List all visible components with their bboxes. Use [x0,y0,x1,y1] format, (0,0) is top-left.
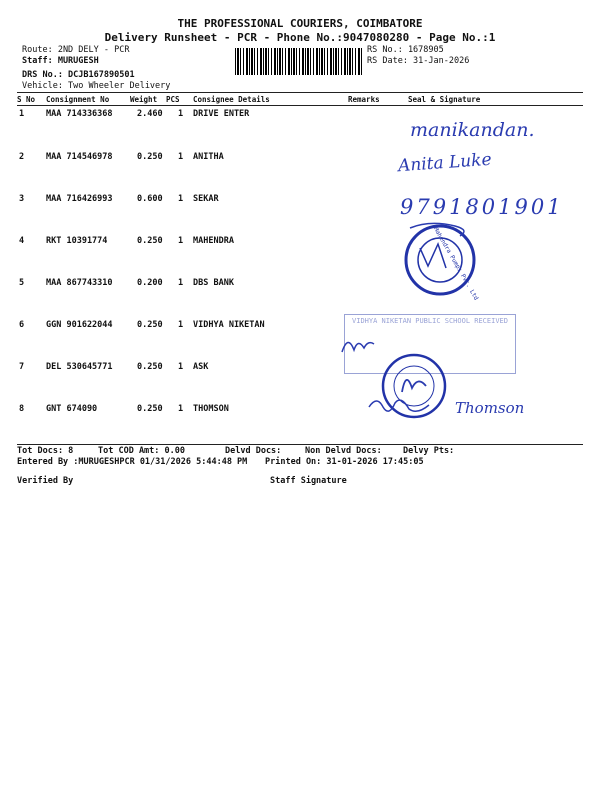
col-consignee: Consignee Details [193,95,270,104]
row-consignment: MAA 716426993 [46,194,113,204]
signature-row8: Thomson [455,399,525,417]
company-title: THE PROFESSIONAL COURIERS, COIMBATORE [177,17,423,30]
col-seal: Seal & Signature [408,95,481,104]
signature-row3: 9791801901 [400,195,564,219]
staff-signature: Staff Signature [270,476,347,486]
header-top-rule [17,92,583,93]
tot-docs: Tot Docs: 8 [17,446,74,456]
row-consignee: MAHENDRA [193,236,234,246]
row-sno: 4 [19,236,25,246]
entered-by: Entered By :MURUGESHPCR 01/31/2026 5:44:48 PM [17,457,248,467]
row-pcs: 1 [178,404,184,414]
rs-number: RS No.: 1678905 [367,45,444,55]
row-sno: 2 [19,152,25,162]
row-consignee: THOMSON [193,404,229,414]
verified-by: Verified By [17,476,74,486]
col-remarks: Remarks [348,95,380,104]
signature-scribble-row8 [365,393,435,419]
row-pcs: 1 [178,320,184,330]
staff-label: Staff: MURUGESH [22,56,99,66]
row-sno: 5 [19,278,25,288]
footer-rule [17,444,583,445]
row-weight: 0.250 [137,152,163,162]
row-consignment: DEL 530645771 [46,362,113,372]
row-weight: 0.250 [137,320,163,330]
row-weight: 0.600 [137,194,163,204]
col-pcs: PCS [166,95,180,104]
row-consignee: ANITHA [193,152,224,162]
school-stamp-row6: VIDHYA NIKETAN PUBLIC SCHOOL RECEIVED [344,314,516,374]
tot-cod: Tot COD Amt: 0.00 [98,446,185,456]
row-pcs: 1 [178,152,184,162]
route-label: Route: 2ND DELY - PCR [22,45,130,55]
row-consignment: MAA 867743310 [46,278,113,288]
drs-number: DRS No.: DCJB167890501 [22,70,135,80]
row-consignment: RKT 10391774 [46,236,108,246]
row-weight: 0.250 [137,236,163,246]
barcode [235,48,363,75]
row-sno: 6 [19,320,25,330]
row-weight: 0.250 [137,404,163,414]
row-consignee: VIDHYA NIKETAN [193,320,265,330]
row-consignee: DBS BANK [193,278,234,288]
runsheet-subtitle: Delivery Runsheet - PCR - Phone No.:9047080280 - Page No.:1 [104,31,496,44]
row-sno: 3 [19,194,25,204]
vehicle-label: Vehicle: Two Wheeler Delivery [22,81,171,91]
row-consignee: SEKAR [193,194,219,204]
stamp-row4-text: Mahendra Pumps Pvt. Ltd [431,226,480,302]
row-consignment: GGN 901622044 [46,320,113,330]
col-sno: S No [17,95,36,104]
row-pcs: 1 [178,236,184,246]
row-sno: 7 [19,362,25,372]
col-weight: Weight [130,95,158,104]
row-weight: 2.460 [137,109,163,119]
row-pcs: 1 [178,194,184,204]
row-pcs: 1 [178,362,184,372]
signature-row1: manikandan. [410,119,535,141]
row-pcs: 1 [178,278,184,288]
col-consignment: Consignment No [46,95,110,104]
non-delvd-docs: Non Delvd Docs: [305,446,382,456]
row-weight: 0.200 [137,278,163,288]
row-consignment: MAA 714546978 [46,152,113,162]
signature-row2: Anita Luke [397,149,493,177]
row-sno: 1 [19,109,25,119]
header-bottom-rule [17,105,583,106]
printed-on: Printed On: 31-01-2026 17:45:05 [265,457,424,467]
row-consignment: MAA 714336368 [46,109,113,119]
row-consignment: GNT 674090 [46,404,98,414]
delvd-docs: Delvd Docs: [225,446,282,456]
row-consignee: DRIVE ENTER [193,109,250,119]
delvy-pts: Delvy Pts: [403,446,455,456]
rs-date: RS Date: 31-Jan-2026 [367,56,470,66]
row-pcs: 1 [178,109,184,119]
row-weight: 0.250 [137,362,163,372]
row-sno: 8 [19,404,25,414]
row-consignee: ASK [193,362,209,372]
